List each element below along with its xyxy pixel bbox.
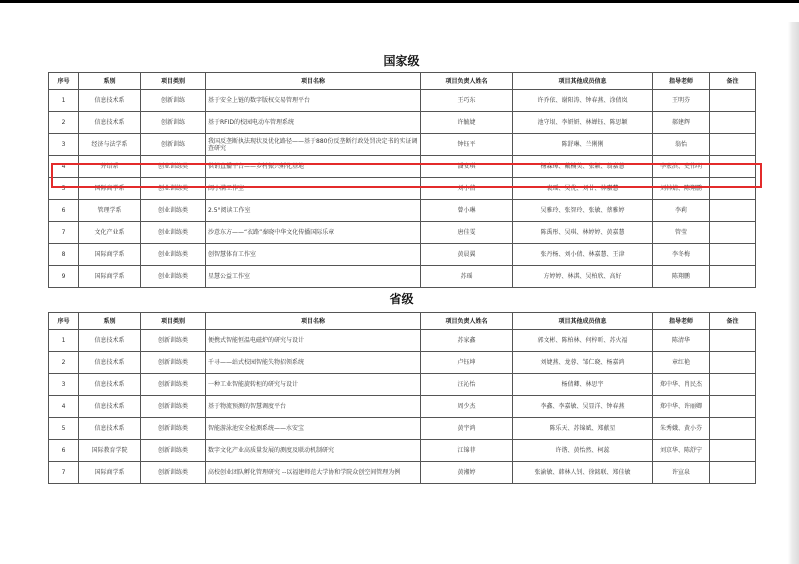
table-cell: 信息技术系	[79, 90, 141, 112]
table-cell: 2	[49, 112, 79, 134]
table-cell: 许乔依、谢阳涛、钟春燕、涂倩岚	[513, 90, 653, 112]
table-cell: 李鑫、李嘉敏、吴显洋、钟春燕	[513, 396, 653, 418]
table-cell: 创新训练类	[141, 418, 206, 440]
table-row	[49, 90, 756, 112]
table-cell: 张渝敏、韩林人钊、徐銘联、郑佳敏	[513, 462, 653, 484]
table-cell: 国际商学系	[79, 244, 141, 266]
table-cell: 经济与法学系	[79, 134, 141, 156]
table-cell: 创业训练类	[141, 200, 206, 222]
table-cell: 创业训练类	[141, 266, 206, 288]
table-cell: 智能游泳池安全检测系统——水安宝	[206, 418, 421, 440]
column-header: 指导老师	[653, 313, 710, 330]
table-cell	[710, 374, 756, 396]
column-header: 项目类别	[141, 313, 206, 330]
table-cell: 刘京华、陈舒宁	[653, 440, 710, 462]
table-row	[49, 244, 756, 266]
table-cell: 朱秀娥、黄小芬	[653, 418, 710, 440]
table-cell: 创新训练类	[141, 374, 206, 396]
table-cell: 刘林婧、陈翔鹏	[653, 178, 710, 200]
column-header: 项目其他成员信息	[513, 73, 653, 90]
table-cell: 9	[49, 266, 79, 288]
table-cell: 刘小倩	[421, 178, 513, 200]
column-header: 项目负责人姓名	[421, 73, 513, 90]
table-cell	[710, 112, 756, 134]
column-header: 序号	[49, 73, 79, 90]
table-cell: 钟钰平	[421, 134, 513, 156]
table-cell: 创新训练	[141, 90, 206, 112]
table-cell: 千寻——站式校园智能失物招领系统	[206, 352, 421, 374]
table-cell: 周少杰	[421, 396, 513, 418]
table-cell: 陈乐天、苏锦斌、郑献星	[513, 418, 653, 440]
table-cell	[710, 200, 756, 222]
provincial-level-title: 省级	[389, 292, 414, 306]
table-cell: 卢钰坤	[421, 352, 513, 374]
column-header: 系别	[79, 73, 141, 90]
table-row	[49, 200, 756, 222]
table-cell: 陈禹彤、吴琪、林婷婷、黄嘉慧	[513, 222, 653, 244]
table-cell	[710, 330, 756, 352]
table-row	[49, 222, 756, 244]
table-cell	[710, 178, 756, 200]
table-cell: 曾小琳	[421, 200, 513, 222]
table-cell	[710, 222, 756, 244]
table-cell: 池守垠、李妍妍、林婵钰、陈思颖	[513, 112, 653, 134]
table-cell: 汪沁怡	[421, 374, 513, 396]
table-cell: 郝建辉	[653, 112, 710, 134]
table-cell	[710, 134, 756, 156]
table-cell: 我国反垄断执法现状及优化路径——基于880份反垄断行政处罚决定书的实证调查研究	[206, 134, 421, 156]
national-level-title: 国家级	[383, 54, 420, 68]
table-row	[49, 112, 756, 134]
table-cell: 信息技术系	[79, 396, 141, 418]
table-cell: 2	[49, 352, 79, 374]
table-cell: 基于安全上链的数字版权交易管理平台	[206, 90, 421, 112]
table-cell: 唐佳雯	[421, 222, 513, 244]
table-cell: 信息技术系	[79, 352, 141, 374]
table-cell: 创业训练类	[141, 178, 206, 200]
table-cell: 基于RFID的校园电动车管理系统	[206, 112, 421, 134]
table-cell: 创新训练类	[141, 330, 206, 352]
table-cell: 郑中华、许丽卿	[653, 396, 710, 418]
table-header-row	[49, 73, 756, 90]
table-cell: 创业训练类	[141, 156, 206, 178]
table-cell: 闽小满工作室	[206, 178, 421, 200]
table-cell: 基于物流预测的智慧调度平台	[206, 396, 421, 418]
column-header: 备注	[710, 313, 756, 330]
table-row	[49, 418, 756, 440]
table-cell: 7	[49, 222, 79, 244]
table-cell: 黄湘婷	[421, 462, 513, 484]
table-cell: 陈翔鹏	[653, 266, 710, 288]
table-cell: 李莉	[653, 200, 710, 222]
table-cell: 杨倩卿、林思宇	[513, 374, 653, 396]
table-cell: 陈舒琳、兰俐俐	[513, 134, 653, 156]
table-cell: 杨森璋、戴楠美、张颖、翁嘉慧	[513, 156, 653, 178]
table-cell: 5	[49, 418, 79, 440]
provincial-projects-table	[48, 312, 756, 484]
table-cell: 信息技术系	[79, 374, 141, 396]
table-cell: 国际教育学院	[79, 440, 141, 462]
table-cell: 管理学系	[79, 200, 141, 222]
table-cell: 许宣泉	[653, 462, 710, 484]
table-cell: 一种工业智能旋转柜的研究与设计	[206, 374, 421, 396]
table-cell: 创新训练类	[141, 352, 206, 374]
table-cell: 许毓婕	[421, 112, 513, 134]
table-cell: 7	[49, 462, 79, 484]
table-cell	[710, 90, 756, 112]
table-header-row	[49, 313, 756, 330]
table-cell: 苏瑶	[421, 266, 513, 288]
table-cell: 高校创业团队孵化管理研究 --以福建师范大学协和学院众创空间管理为例	[206, 462, 421, 484]
table-row	[49, 396, 756, 418]
table-row	[49, 374, 756, 396]
table-cell: 黄晨翼	[421, 244, 513, 266]
table-cell: 管莹	[653, 222, 710, 244]
table-cell: 许谐、黄怡然、柯蕊	[513, 440, 653, 462]
table-cell: 创新训练	[141, 134, 206, 156]
table-cell: 苏家鑫	[421, 330, 513, 352]
table-cell: 1	[49, 90, 79, 112]
table-row	[49, 178, 756, 200]
table-cell: 星慧公益工作室	[206, 266, 421, 288]
table-row	[49, 440, 756, 462]
column-header: 备注	[710, 73, 756, 90]
table-cell: 李冬梅	[653, 244, 710, 266]
table-cell: 创智慧体育工作室	[206, 244, 421, 266]
table-cell: 国际商学系	[79, 462, 141, 484]
table-cell: 陈清华	[653, 330, 710, 352]
table-cell: 章红艳	[653, 352, 710, 374]
table-cell: 王巧东	[421, 90, 513, 112]
table-row	[49, 330, 756, 352]
table-cell: 5	[49, 178, 79, 200]
document-page	[48, 50, 755, 484]
table-cell: 3	[49, 374, 79, 396]
table-cell: 创业训练类	[141, 244, 206, 266]
table-cell: 方婷婷、林淇、吴柏欣、高好	[513, 266, 653, 288]
table-cell: 沙意东方——“衣路”秦晓中华文化传播国际乐章	[206, 222, 421, 244]
table-cell: 国际商学系	[79, 266, 141, 288]
column-header: 项目名称	[206, 313, 421, 330]
table-cell: 吴雅玲、张智玲、张敏、蔡雅婷	[513, 200, 653, 222]
table-cell: 供销直播平台——乡村振兴孵化基地	[206, 156, 421, 178]
column-header: 序号	[49, 313, 79, 330]
table-cell	[710, 352, 756, 374]
table-cell: 王明芬	[653, 90, 710, 112]
table-cell: 信息技术系	[79, 112, 141, 134]
table-cell: 创新训练类	[141, 440, 206, 462]
column-header: 项目其他成员信息	[513, 313, 653, 330]
table-cell	[710, 266, 756, 288]
table-cell: 张丹杨、刘小倩、林嘉慧、王津	[513, 244, 653, 266]
table-cell	[710, 244, 756, 266]
table-cell	[710, 462, 756, 484]
table-cell: 李宏滨、史伟明	[653, 156, 710, 178]
table-cell: 国际商学系	[79, 178, 141, 200]
table-cell: 翁怡	[653, 134, 710, 156]
column-header: 指导老师	[653, 73, 710, 90]
top-border	[0, 0, 799, 3]
table-row	[49, 266, 756, 288]
table-cell: 信息技术系	[79, 418, 141, 440]
table-cell: 便携式智能恒温电磁炉的研究与设计	[206, 330, 421, 352]
table-cell	[710, 156, 756, 178]
table-cell: 文化产业系	[79, 222, 141, 244]
column-header: 项目类别	[141, 73, 206, 90]
table-row	[49, 134, 756, 156]
table-cell: 江锦菲	[421, 440, 513, 462]
column-header: 系别	[79, 313, 141, 330]
national-projects-table	[48, 72, 756, 288]
table-cell: 3	[49, 134, 79, 156]
table-cell: 潘安琪	[421, 156, 513, 178]
table-cell: 创新训练类	[141, 396, 206, 418]
table-cell: 创新训练	[141, 112, 206, 134]
table-cell: 创业训练类	[141, 222, 206, 244]
table-cell	[710, 396, 756, 418]
table-cell: 2.5°阅读工作室	[206, 200, 421, 222]
table-cell	[710, 418, 756, 440]
table-cell: 黄宇鸿	[421, 418, 513, 440]
table-cell: 郑中华、肖民杰	[653, 374, 710, 396]
table-cell: 信息技术系	[79, 330, 141, 352]
table-cell: 6	[49, 440, 79, 462]
column-header: 项目负责人姓名	[421, 313, 513, 330]
table-row	[49, 462, 756, 484]
table-cell: 4	[49, 396, 79, 418]
table-cell: 刘婕燕、龙蓉、邹仁晓、杨嘉鸿	[513, 352, 653, 374]
table-row	[49, 156, 756, 178]
table-cell: 8	[49, 244, 79, 266]
table-cell: 袁瑶、吴优、刘廿、林嘉慧	[513, 178, 653, 200]
page-shadow	[788, 22, 799, 564]
table-cell: 外语系	[79, 156, 141, 178]
table-row	[49, 352, 756, 374]
table-cell: 创新训练类	[141, 462, 206, 484]
table-cell: 6	[49, 200, 79, 222]
table-cell	[710, 440, 756, 462]
table-cell: 4	[49, 156, 79, 178]
table-cell: 郭文彬、陈柏林、何梓昕、苏火福	[513, 330, 653, 352]
column-header: 项目名称	[206, 73, 421, 90]
table-cell: 1	[49, 330, 79, 352]
table-cell: 数字文化产业高质量发展的测度及联动机制研究	[206, 440, 421, 462]
